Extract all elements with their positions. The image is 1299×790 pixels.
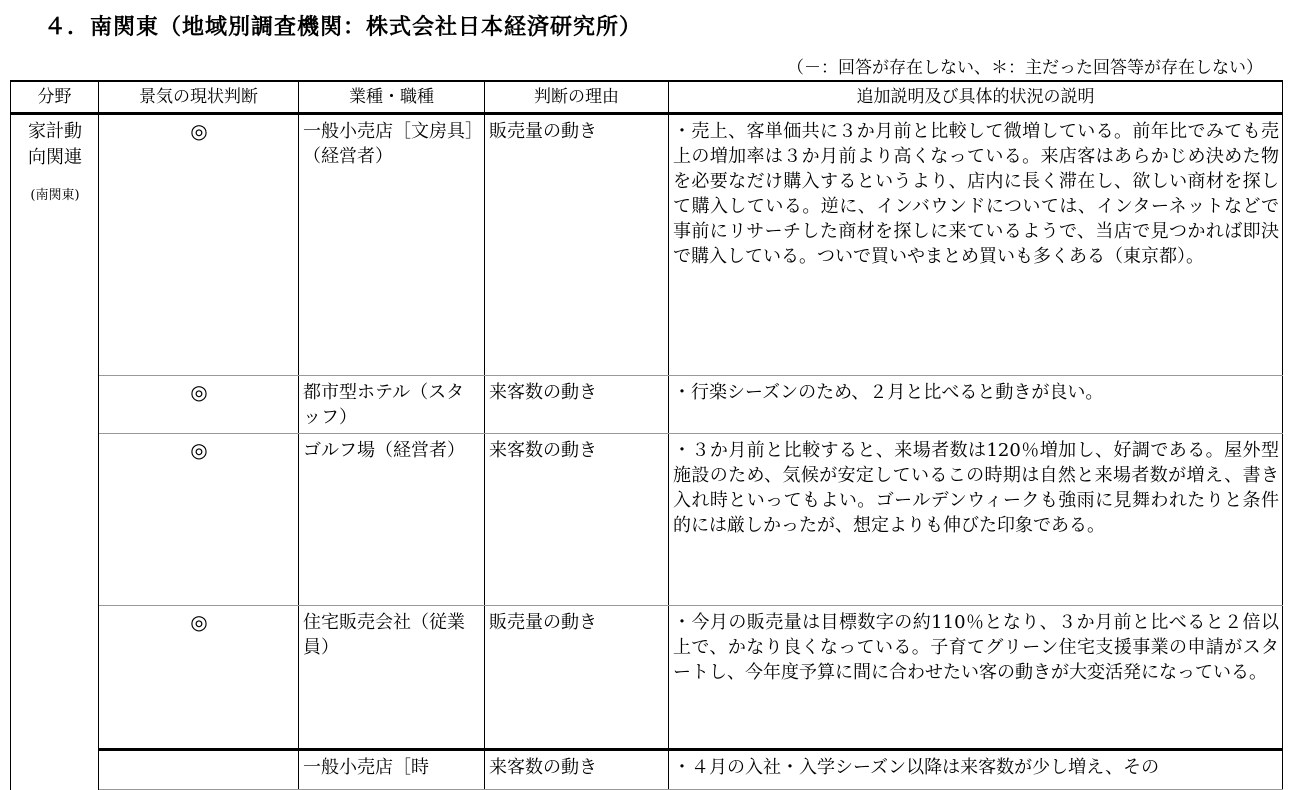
column-header-judgment: 景気の現状判断 (99, 81, 299, 114)
survey-table (10, 80, 1283, 790)
reason-cell: 販売量の動き (485, 606, 669, 750)
field-label: 家計動向関連 (28, 121, 82, 168)
table-row (11, 606, 1283, 750)
reason-cell: 来客数の動き (485, 434, 669, 606)
detail-cell: ・売上、客単価共に３か月前と比較して微増している。前年比でみても売上の増加率は３か月前より高くなっている。来店客はあらかじめ決めた物を必要なだけ購入するというより、店内に長く滞在し、欲しい商材を探して購入している。逆に、インバウンドについては、インターネットなどで事前にリサーチした商材を探しに来ているようで、当店で見つかれば即決で購入している。ついで買いやまとめ買いも多くある（東京都）。 (669, 114, 1283, 376)
legend-note: （－：回答が存在しない、＊：主だった回答等が存在しない） (787, 58, 1263, 78)
reason-cell: 来客数の動き (485, 376, 669, 434)
column-header-industry: 業種・職種 (299, 81, 485, 114)
table-row (11, 114, 1283, 376)
industry-cell: 住宅販売会社（従業員） (299, 606, 485, 750)
industry-cell: 一般小売店［時 (299, 750, 485, 790)
column-header-field: 分野 (11, 81, 99, 114)
field-region: (南関東) (30, 188, 80, 203)
judgment-cell: ◎ (99, 434, 299, 606)
industry-cell: 都市型ホテル（スタッフ） (299, 376, 485, 434)
judgment-cell: ◎ (99, 114, 299, 376)
table-row (11, 376, 1283, 434)
field-cell (11, 114, 99, 790)
reason-cell: 販売量の動き (485, 114, 669, 376)
table-row (11, 750, 1283, 790)
table-header-row (11, 81, 1283, 114)
column-header-detail: 追加説明及び具体的状況の説明 (669, 81, 1283, 114)
column-header-reason: 判断の理由 (485, 81, 669, 114)
reason-cell: 来客数の動き (485, 750, 669, 790)
section-title: ４．南関東（地域別調査機関：株式会社日本経済研究所） (44, 15, 643, 40)
judgment-cell: ◎ (99, 376, 299, 434)
detail-cell: ・行楽シーズンのため、２月と比べると動きが良い。 (669, 376, 1283, 434)
detail-cell: ・３か月前と比較すると、来場者数は120％増加し、好調である。屋外型施設のため、気候が安定しているこの時期は自然と来場者数が増え、書き入れ時といってもよい。ゴールデンウィークも強雨に見舞われたりと条件的には厳しかったが、想定よりも伸びた印象である。 (669, 434, 1283, 606)
detail-cell: ・４月の入社・入学シーズン以降は来客数が少し増え、その (669, 750, 1283, 790)
industry-cell: ゴルフ場（経営者） (299, 434, 485, 606)
judgment-cell (99, 750, 299, 790)
table-row (11, 434, 1283, 606)
industry-cell: 一般小売店［文房具］（経営者） (299, 114, 485, 376)
judgment-cell: ◎ (99, 606, 299, 750)
detail-cell: ・今月の販売量は目標数字の約110％となり、３か月前と比べると２倍以上で、かなり良くなっている。子育てグリーン住宅支援事業の申請がスタートし、今年度予算に間に合わせたい客の動きが大変活発になっている。 (669, 606, 1283, 750)
